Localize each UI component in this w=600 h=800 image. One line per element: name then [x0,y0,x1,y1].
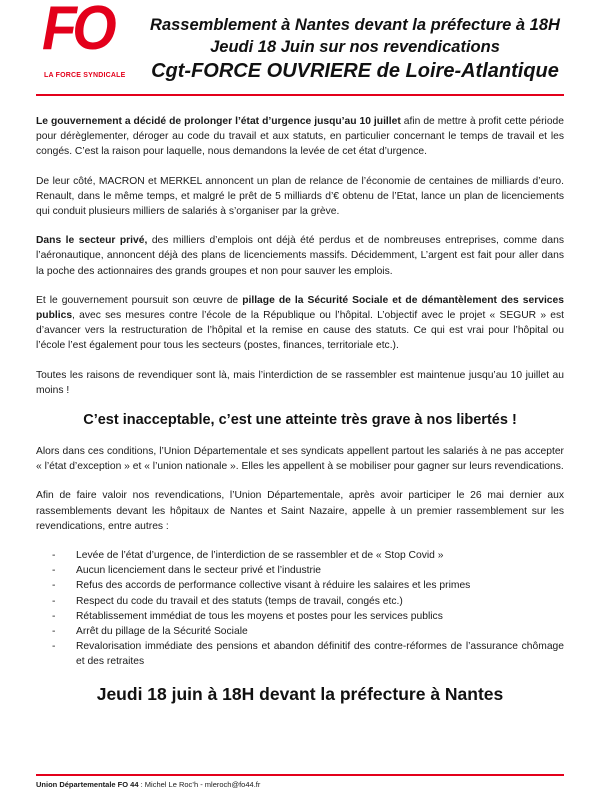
list-marker: - [52,565,56,577]
paragraph-union-call [36,444,564,474]
paragraph-text: Et le gouvernement poursuit son œuvre de [36,294,243,306]
list-item [36,639,564,669]
document-header [0,0,600,96]
list-item [36,578,564,593]
list-marker: - [52,550,56,562]
footer-organization: Union Départementale FO 44 [36,780,139,789]
list-item [36,624,564,639]
paragraph-text: Toutes les raisons de revendiquer sont là, mais l’interdiction de se rassembler est maintenue jusqu’au 10 juillet au moins ! [36,369,564,396]
demand-text: Refus des accords de performance collective visant à réduire les salaires et les primes [76,580,471,592]
footer [36,780,260,789]
logo-text: FO [42,0,113,63]
paragraph-text: Afin de faire valoir nos revendications, l’Union Départementale, après avoir participer le 26 mai dernier aux rassemblements devant les hôpitaux de Nantes et Saint Nazaire, appelle à un premier rassemblement sur les revendications, entre autres : [36,490,564,532]
header-line-1: Rassemblement à Nantes devant la préfecture à 18H [150,16,560,34]
paragraph-private-sector [36,233,564,279]
demand-text: Arrêt du pillage de la Sécurité Sociale [76,626,248,638]
header-divider [36,94,564,96]
rally-call-banner: Jeudi 18 juin à 18H devant la préfecture à Nantes [96,683,504,704]
list-item [36,609,564,624]
paragraph-gathering-ban [36,368,564,398]
demand-text: Aucun licenciement dans le secteur privé et l’industrie [76,565,321,577]
header-line-2: Jeudi 18 Juin sur nos revendications [210,38,500,56]
paragraph-bold-phrase: pillage de la Sécurité Sociale et de démantèlement des services publics [36,294,564,322]
paragraph-text: afin de mettre à profit cette période pour dérèglementer, déroger au code du travail et aux statuts, en particulier concernant le temps de travail et les congés. C’est la raison pour laquelle, nous demandons la levée de cet état d’urgence. [36,116,564,158]
paragraph-text: De leur côté, MACRON et MERKEL annoncent un plan de relance de l’économie de centaines de milliards d’euro. Renault, dans le même temps, et malgré le prêt de 5 milliards d’€ obtenu de l’Etat, lance un plan de licenciements qui conduit plusieurs milliers de salariés à s’organiser par la grève. [36,175,564,218]
list-marker: - [52,626,56,638]
fo-logo [38,0,138,86]
footer-divider [36,774,564,776]
logo-subtitle: LA FORCE SYNDICALE [44,72,126,79]
paragraph-demands-intro [36,488,564,534]
header-line-3: Cgt-FORCE OUVRIERE de Loire-Atlantique [151,60,559,82]
demand-text: Levée de l’état d’urgence, de l’interdiction de se rassembler et de « Stop Covid » [76,550,444,562]
callout-unacceptable: C’est inacceptable, c’est une atteinte très grave à nos libertés ! [83,412,517,429]
demand-text: Respect du code du travail et des statuts (temps de travail, congés etc.) [76,595,403,607]
demands-list [36,548,564,670]
paragraph-state-of-emergency [36,114,564,160]
paragraph-text: , avec ses mesures contre l’école de la République ou l’hôpital. L’objectif avec le projet « SEGUR » est d’avancer vers la restructuration de l’hôpital et la remise en cause des statuts. Ce qui est vrai pour l’hôpital ou l’école l’est également pour tous les secteurs (postes, finances, territoriale etc.). [36,310,564,352]
document-body [36,114,564,705]
list-marker: - [52,610,56,622]
list-marker: - [52,580,56,592]
demand-text: Revalorisation immédiate des pensions et abandon définitif des contre-réformes de l’assurance chômage et des retraites [76,641,564,668]
list-item [36,594,564,609]
list-item [36,548,564,563]
header-titles [140,14,570,84]
footer-contact: : Michel Le Roc’h - mleroch@fo44.fr [138,780,261,789]
list-item [36,563,564,578]
list-marker: - [52,641,56,653]
paragraph-bold-lead: Le gouvernement a décidé de prolonger l’état d’urgence jusqu’au 10 juillet [36,116,401,127]
paragraph-bold-lead: Dans le secteur privé, [36,235,148,247]
list-marker: - [52,595,56,607]
paragraph-recovery-plan [36,174,564,220]
demand-text: Rétablissement immédiat de tous les moyens et postes pour les services publics [76,610,443,622]
paragraph-social-security [36,293,564,354]
paragraph-text: Alors dans ces conditions, l’Union Départementale et ses syndicats appellent partout les salariés à ne pas accepter « l’état d’exception » et « l’union nationale ». Elles les appellent à se mobiliser pour gagner sur leurs revendications. [36,446,564,473]
paragraph-text: des milliers d’emplois ont déjà été perdus et de nombreuses entreprises, comme dans l’aéronautique, annoncent déjà des plans de licenciements massifs. Décidemment, L’argent est fait pour aller dans la poche des actionnaires des grands groupes et non pour sauver les emplois. [36,235,564,277]
